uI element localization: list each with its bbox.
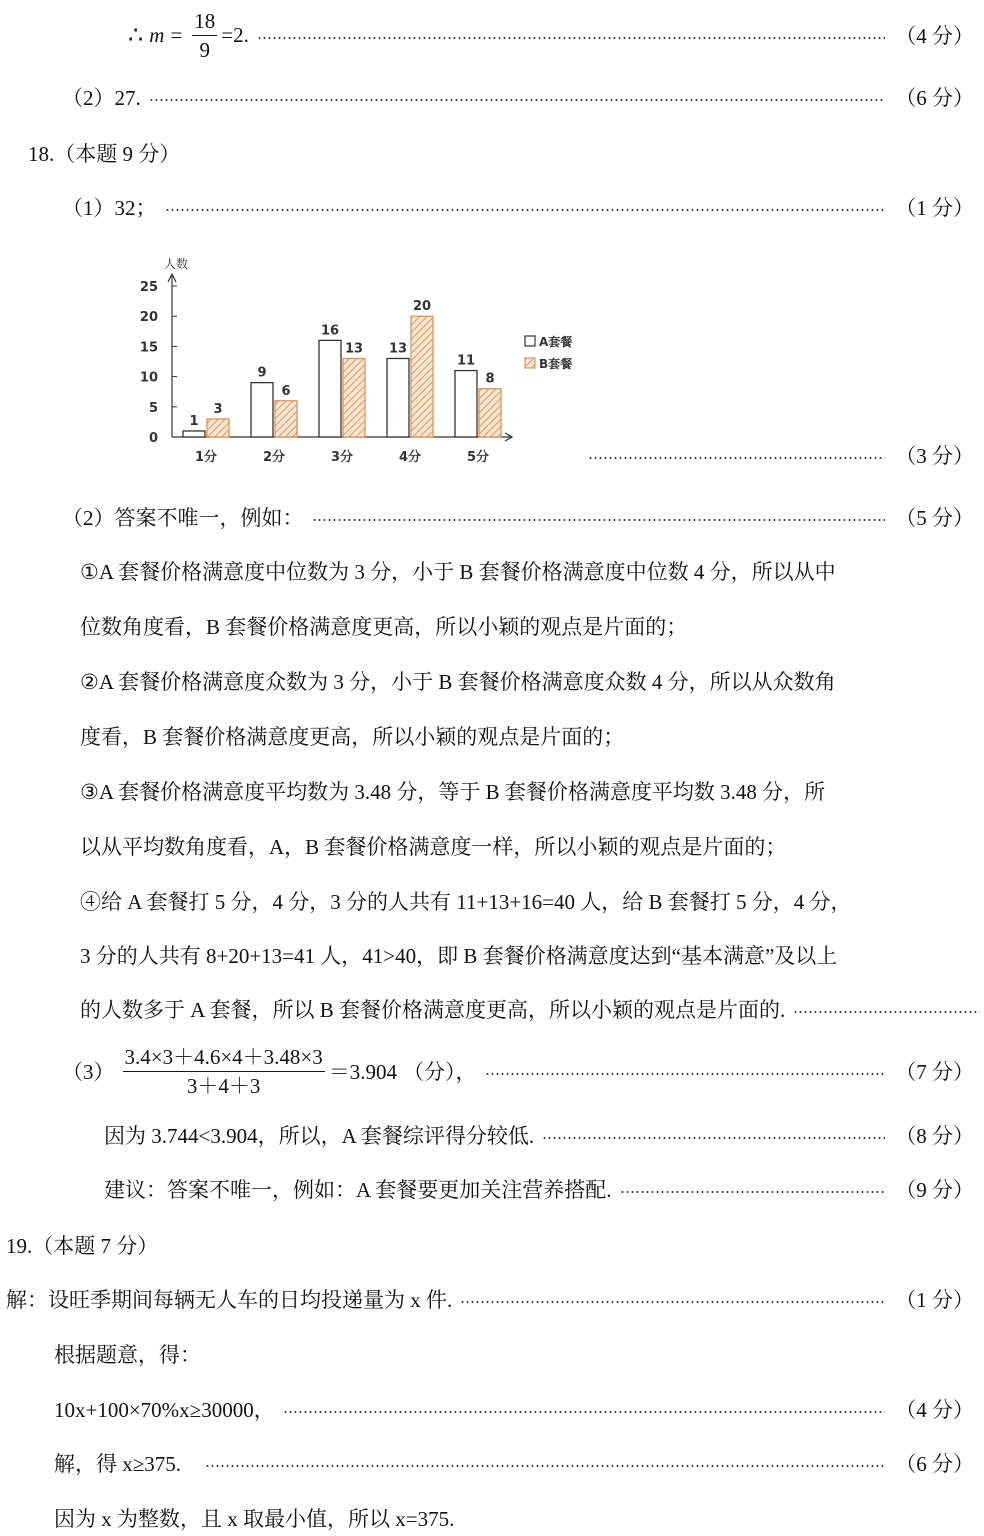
- line-19-1: [6, 1284, 974, 1314]
- leader-dots: [485, 1073, 886, 1075]
- bar-b: [275, 401, 297, 437]
- score: （9 分）: [895, 1178, 974, 1202]
- bar-a: [251, 383, 273, 437]
- data-label: 20: [412, 299, 432, 315]
- score: （5 分）: [895, 506, 974, 530]
- data-label: 3: [213, 401, 223, 417]
- leader-dots: [620, 1191, 886, 1193]
- leader-dots: [588, 457, 885, 459]
- line-text: 10x+100×70%x≥30000，: [54, 1398, 275, 1422]
- fraction-numerator: 18: [192, 7, 217, 36]
- para-4a: ④给 A 套餐打 5 分，4 分，3 分的人共有 11+13+16=40 人，给 B 套餐打 5 分，4 分，: [80, 890, 852, 914]
- y-tick-label: 20: [139, 310, 158, 326]
- data-label: 13: [388, 341, 408, 357]
- line-text: （2）27.: [62, 86, 141, 110]
- leader-dots: [542, 1137, 885, 1139]
- legend-label-b: B套餐: [539, 357, 573, 371]
- fraction-denominator: 3＋4＋3: [186, 1073, 261, 1098]
- legend-swatch-a: [525, 336, 535, 346]
- question-19-title: 19.（本题 7 分）: [6, 1234, 159, 1258]
- y-tick-label: 10: [139, 370, 158, 386]
- chart-legend: [525, 334, 572, 371]
- x-tick-label: 3分: [330, 450, 354, 465]
- result-text: ＝3.904: [328, 1060, 398, 1084]
- leader-dots: [257, 37, 885, 39]
- line-text: （1）32；: [62, 196, 157, 220]
- para-4c-row: [80, 994, 980, 1024]
- y-tick-label: 5: [148, 400, 158, 416]
- y-tick-label: 25: [139, 280, 158, 295]
- line-text: 建议：答案不唯一，例如：A 套餐要更加关注营养搭配.: [104, 1178, 612, 1202]
- legend-swatch-b: [525, 358, 535, 368]
- para-4b: 3 分的人共有 8+20+13=41 人，41>40，即 B 套餐价格满意度达到“基本满意”及以上: [80, 944, 838, 968]
- score: （4 分）: [895, 1398, 974, 1422]
- score: （3 分）: [895, 444, 974, 468]
- leader-dots: [205, 1465, 885, 1467]
- line-text: 解，得 x≥375.: [54, 1452, 182, 1476]
- question-18-title: 18.（本题 9 分）: [28, 142, 181, 166]
- score: （1 分）: [895, 196, 974, 220]
- equals: =: [170, 22, 183, 47]
- line-m-value: [128, 2, 974, 68]
- line-19-5: 因为 x 为整数，且 x 取最小值，所以 x=375.: [54, 1507, 455, 1531]
- y-axis-label: 人数: [164, 257, 189, 271]
- therefore-symbol: ∴: [128, 22, 144, 49]
- leader-dots: [283, 1411, 886, 1413]
- leader-dots: [460, 1301, 885, 1303]
- y-tick-label: 0: [148, 431, 158, 446]
- leader-dots: [793, 1011, 980, 1013]
- bar-a: [319, 340, 341, 437]
- para-4c: 的人数多于 A 套餐，所以 B 套餐价格满意度更高，所以小颖的观点是片面的.: [80, 998, 786, 1022]
- var-m: m: [149, 22, 165, 47]
- leader-dots: [312, 519, 886, 521]
- line-19-4: [54, 1448, 974, 1478]
- x-tick-label: 4分: [398, 450, 422, 465]
- line-18-1: [62, 192, 974, 222]
- fraction-18-9: [192, 7, 217, 64]
- legend-label-a: A套餐: [539, 335, 573, 349]
- unit-text: （分），: [403, 1060, 477, 1084]
- x-tick-label: 2分: [262, 450, 286, 465]
- para-2b: 度看，B 套餐价格满意度更高，所以小颖的观点是片面的；: [80, 725, 625, 749]
- bar-b: [411, 316, 433, 437]
- bar-a: [183, 431, 205, 437]
- data-label: 16: [320, 323, 340, 339]
- leader-dots: [165, 209, 886, 211]
- leader-dots: [149, 99, 886, 101]
- data-label: 9: [257, 365, 267, 381]
- para-2a: ②A 套餐价格满意度众数为 3 分，小于 B 套餐价格满意度众数 4 分，所以从众数角: [80, 670, 836, 694]
- bar-b: [207, 419, 229, 437]
- score: （7 分）: [895, 1060, 974, 1084]
- line-text: 解：设旺季期间每辆无人车的日均投递量为 x 件.: [6, 1288, 453, 1312]
- data-label: 13: [344, 341, 364, 357]
- bar-a: [387, 358, 409, 437]
- fraction-denominator: 9: [199, 37, 211, 62]
- bar-a: [455, 371, 477, 437]
- bar-chart: [120, 248, 600, 470]
- weighted-average-fraction: [123, 1043, 325, 1100]
- para-1b: 位数角度看，B 套餐价格满意度更高，所以小颖的观点是片面的；: [80, 615, 688, 639]
- score: （6 分）: [895, 1452, 974, 1476]
- line-18-3: [62, 1040, 974, 1102]
- para-3b: 以从平均数角度看，A，B 套餐价格满意度一样，所以小颖的观点是片面的；: [80, 835, 787, 859]
- result-text: =2.: [221, 22, 249, 47]
- line-18-3c: [104, 1174, 974, 1204]
- score: （4 分）: [895, 24, 974, 48]
- bar-b: [343, 358, 365, 437]
- line-part2: [62, 82, 974, 112]
- line-chart-score: [588, 440, 974, 470]
- part-label: （3）: [62, 1060, 115, 1084]
- fraction-numerator: 3.4×3＋4.6×4＋3.48×3: [123, 1043, 325, 1072]
- line-text: （2）答案不唯一，例如：: [62, 506, 304, 530]
- line-19-3: [54, 1394, 974, 1424]
- y-tick-label: 15: [139, 340, 158, 356]
- bar-b: [479, 389, 501, 437]
- data-label: 1: [189, 413, 199, 429]
- x-tick-label: 5分: [466, 450, 490, 465]
- line-19-2: 根据题意，得：: [54, 1343, 201, 1367]
- para-3a: ③A 套餐价格满意度平均数为 3.48 分，等于 B 套餐价格满意度平均数 3.48 分，所: [80, 780, 826, 804]
- x-tick-label: 1分: [194, 450, 218, 465]
- score: （6 分）: [895, 86, 974, 110]
- line-18-3b: [104, 1120, 974, 1150]
- data-label: 11: [456, 353, 476, 369]
- data-label: 6: [281, 383, 291, 399]
- chart-bars: [183, 299, 501, 465]
- score: （8 分）: [895, 1124, 974, 1148]
- line-18-2: [62, 502, 974, 532]
- data-label: 8: [485, 371, 495, 387]
- para-1a: ①A 套餐价格满意度中位数为 3 分，小于 B 套餐价格满意度中位数 4 分，所以从中: [80, 560, 836, 584]
- line-text: 因为 3.744<3.904，所以，A 套餐综评得分较低.: [104, 1124, 535, 1148]
- score: （1 分）: [895, 1288, 974, 1312]
